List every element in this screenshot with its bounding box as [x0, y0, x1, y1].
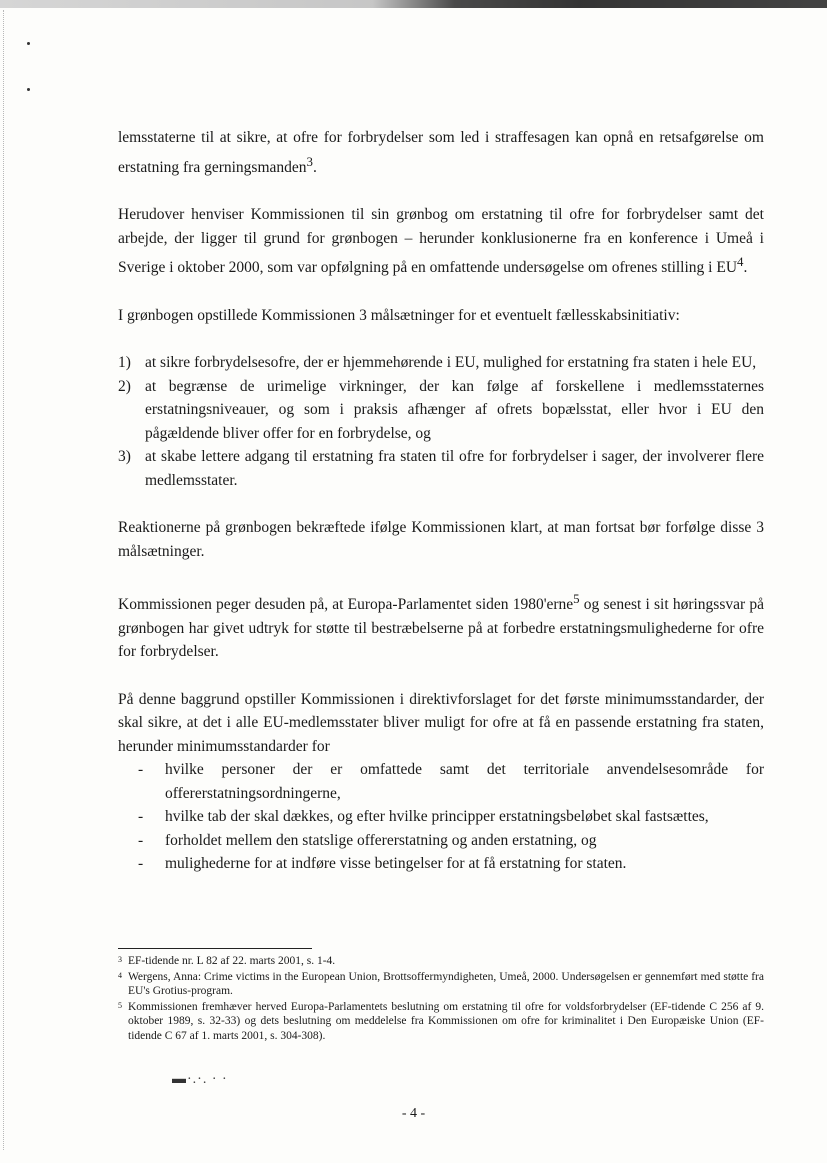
- footnote-ref-4: 4: [737, 254, 744, 270]
- paragraph-1-end: .: [312, 158, 317, 176]
- scan-speck: [27, 42, 30, 45]
- standard-text: forholdet mellem den statslige offererstatning og anden erstatning, og: [165, 831, 597, 849]
- footnote-number: 5: [118, 1000, 122, 1010]
- paragraph-1-text: lemsstaterne til at sikre, at ofre for forbrydelser som led i straffesagen kan opnå en retsafgørelse om erstatning fra gerningsmanden: [118, 129, 764, 176]
- footnote-4: [118, 970, 764, 999]
- goal-item: [118, 351, 764, 375]
- goal-text: at begrænse de urimelige virkninger, der kan følge af forskellene i medlemsstaternes erstatningsniveauer, og som i praksis afhænger af ofrets bopælsstat, eller hvor i EU den pågældende bliver offer for en forbrydelse, og: [145, 377, 764, 442]
- footnote-ref-5: 5: [573, 591, 580, 607]
- goal-item: [118, 375, 764, 446]
- paragraph-1: [118, 126, 764, 179]
- footnote-text: Kommissionen fremhæver herved Europa-Parlamentets beslutning om erstatning til ofre for voldsforbrydelser (EF-tidende C 256 af 9. oktober 1989, s. 32-33) og dets beslutning om meddelelse fra Kommissionen om ofre for kriminalitet i Den Europæiske Union (EF-tidende C 67 af 1. marts 2001, s. 304-308).: [128, 1000, 764, 1042]
- page-number: - 4 -: [401, 1106, 426, 1121]
- standard-item: [138, 829, 764, 853]
- goal-number: 2): [118, 377, 131, 395]
- footnote-separator: [118, 948, 312, 949]
- scan-speck: [27, 88, 30, 91]
- footnotes: [118, 954, 764, 1044]
- standard-text: hvilke tab der skal dækkes, og efter hvilke principper erstatningsbeløbet skal fastsættes,: [165, 808, 709, 826]
- paragraph-5: [118, 587, 764, 664]
- goal-item: [118, 445, 764, 492]
- paragraph-2: [118, 203, 764, 280]
- footnote-text: EF-tidende nr. L 82 af 22. marts 2001, s. 1-4.: [128, 955, 336, 967]
- standards-list: [118, 758, 764, 876]
- scan-edge-left: [3, 10, 5, 1150]
- standard-text: hvilke personer der er omfattede samt det territoriale anvendelsesområde for offererstatningsordningerne,: [165, 761, 764, 802]
- paragraph-3: I grønbogen opstillede Kommissionen 3 målsætninger for et eventuelt fællesskabsinitiativ:: [118, 306, 680, 324]
- footnote-5: [118, 1000, 764, 1044]
- standard-item: [138, 805, 764, 829]
- paragraph-4: Reaktionerne på grønbogen bekræftede ifølge Kommissionen klart, at man fortsat bør forfølge disse 3 målsætninger.: [118, 519, 764, 560]
- paragraph-5-text-a: Kommissionen peger desuden på, at Europa-Parlamentet siden 1980'erne: [118, 596, 574, 614]
- footnote-ref-3: 3: [306, 153, 313, 169]
- goal-text: at skabe lettere adgang til erstatning fra staten til ofre for forbrydelser i sager, der involverer flere medlemsstater.: [145, 448, 764, 489]
- paragraph-2-end: .: [743, 259, 748, 277]
- paragraph-5-text-b: og senest i sit høringssvar på grønbogen har givet udtryk for støtte til bestræbelserne på at forbedre erstatningsmulighederne for ofre for forbrydelser.: [118, 596, 764, 661]
- footnote-3: [118, 954, 764, 969]
- handwritten-mark: ▬·.·. · ·: [172, 1072, 228, 1087]
- footnote-number: 4: [118, 970, 122, 980]
- standard-item: [138, 852, 764, 876]
- standard-item: [138, 758, 764, 805]
- footnote-number: 3: [118, 955, 122, 964]
- dash-bullet: -: [138, 855, 144, 873]
- paragraph-2-text: Herudover henviser Kommissionen til sin grønbog om erstatning til ofre for forbrydelser samt det arbejde, der ligger til grund for grønbogen – herunder konklusionerne fra en konference i Umeå i Sverige i oktober 2000, som var opfølgning på en omfattende undersøgelse om ofrenes stilling i EU: [118, 206, 764, 277]
- paragraph-6: På denne baggrund opstiller Kommissionen i direktivforslaget for det første minimumsstandarder, der skal sikre, at det i alle EU-medlemsstater bliver muligt for ofre at få en passende erstatning fra staten, herunder minimumsstandarder for: [118, 690, 764, 755]
- footnote-text: Wergens, Anna: Crime victims in the European Union, Brottsoffermyndigheten, Umeå, 2000. Undersøgelsen er gennemført med støtte fra EU's Grotius-program.: [128, 970, 764, 997]
- scan-edge-top: [0, 0, 827, 8]
- dash-bullet: -: [138, 831, 144, 849]
- dash-bullet: -: [138, 761, 144, 779]
- goal-number: 1): [118, 354, 131, 372]
- goals-list: [118, 351, 764, 492]
- goal-number: 3): [118, 448, 131, 466]
- dash-bullet: -: [138, 808, 144, 826]
- goal-text: at sikre forbrydelsesofre, der er hjemmehørende i EU, mulighed for erstatning fra staten i hele EU,: [145, 354, 757, 372]
- page-body: [118, 126, 764, 876]
- standard-text: mulighederne for at indføre visse betingelser for at få erstatning for staten.: [165, 855, 627, 873]
